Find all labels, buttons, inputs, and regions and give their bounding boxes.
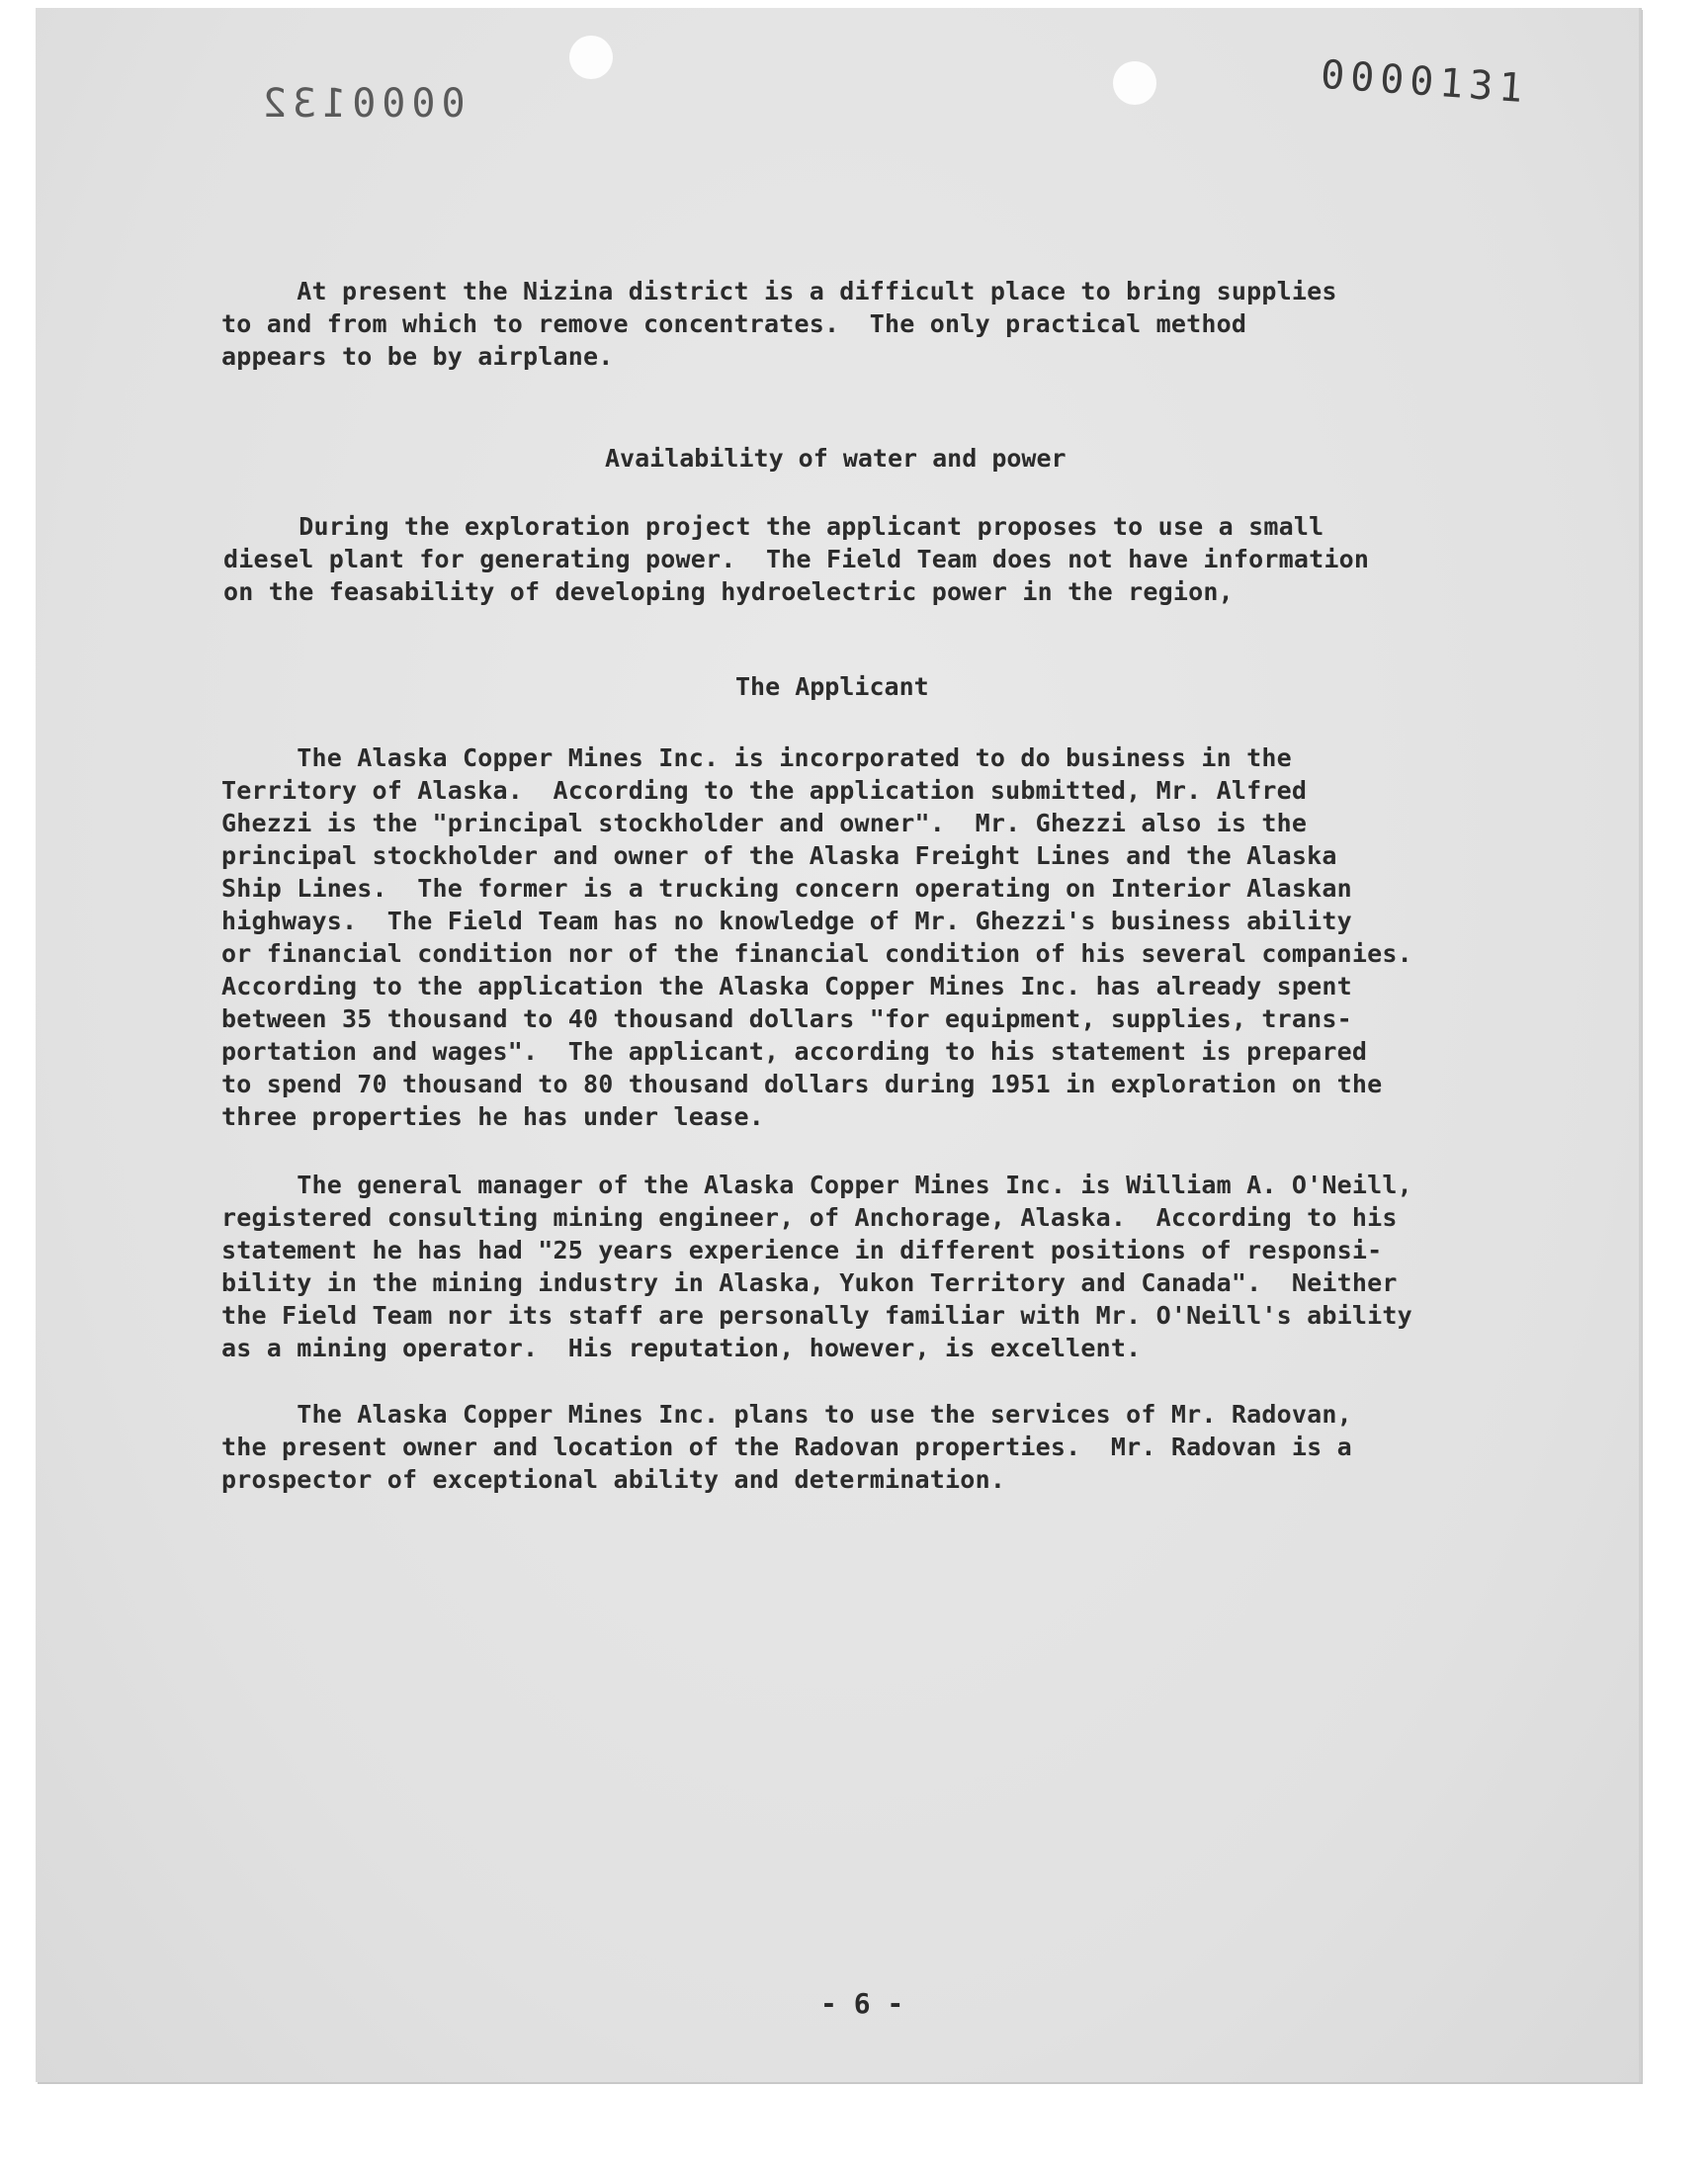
text-line: three properties he has under lease. <box>221 1102 765 1131</box>
text-line: diesel plant for generating power. The Field Team does not have information <box>223 545 1370 573</box>
text-line: appears to be by airplane. <box>221 342 614 371</box>
text-line: During the exploration project the applicant proposes to use a small <box>223 512 1324 541</box>
text-line: the Field Team nor its staff are personally familiar with Mr. O'Neill's ability <box>221 1301 1412 1330</box>
text-line: According to the application the Alaska Copper Mines Inc. has already spent <box>221 972 1352 1000</box>
stamp-number-right: 0000131 <box>1319 51 1530 113</box>
text-line: principal stockholder and owner of the Alaska Freight Lines and the Alaska <box>221 841 1337 870</box>
paragraph-water-power <box>223 510 1538 608</box>
text-line: on the feasability of developing hydroelectric power in the region, <box>223 577 1234 606</box>
paragraph-general-manager <box>221 1169 1536 1364</box>
text-line: portation and wages". The applicant, according to his statement is prepared <box>221 1037 1368 1066</box>
text-line: bility in the mining industry in Alaska, Yukon Territory and Canada". Neither <box>221 1268 1398 1297</box>
text-line: The Alaska Copper Mines Inc. plans to use the services of Mr. Radovan, <box>221 1400 1352 1429</box>
section-heading-applicant: The Applicant <box>735 672 929 701</box>
page-number: - 6 - <box>820 1987 904 2020</box>
text-line: or financial condition nor of the financial condition of his several companies. <box>221 939 1412 968</box>
text-line: The Alaska Copper Mines Inc. is incorporated to do business in the <box>221 743 1292 772</box>
text-line: to spend 70 thousand to 80 thousand dollars during 1951 in exploration on the <box>221 1070 1383 1098</box>
text-line: the present owner and location of the Radovan properties. Mr. Radovan is a <box>221 1433 1352 1461</box>
text-line: statement he has had "25 years experience in different positions of responsi- <box>221 1236 1383 1264</box>
text-line: registered consulting mining engineer, of Anchorage, Alaska. According to his <box>221 1203 1398 1232</box>
paragraph-access <box>221 275 1536 373</box>
paragraph-applicant <box>221 741 1536 1133</box>
text-line: to and from which to remove concentrates. The only practical method <box>221 309 1247 338</box>
section-heading-water-power: Availability of water and power <box>605 444 1067 473</box>
text-line: highways. The Field Team has no knowledge of Mr. Ghezzi's business ability <box>221 907 1352 935</box>
text-line: between 35 thousand to 40 thousand dollars "for equipment, supplies, trans- <box>221 1004 1352 1033</box>
text-line: Ship Lines. The former is a trucking concern operating on Interior Alaskan <box>221 874 1352 903</box>
punch-hole-right <box>1113 61 1156 105</box>
stamp-number-left: 0000132 <box>257 81 466 127</box>
text-line: Ghezzi is the "principal stockholder and owner". Mr. Ghezzi also is the <box>221 809 1308 837</box>
punch-hole-left <box>569 36 613 79</box>
text-line: as a mining operator. His reputation, however, is excellent. <box>221 1334 1142 1362</box>
text-line: prospector of exceptional ability and determination. <box>221 1465 1006 1494</box>
text-line: Territory of Alaska. According to the application submitted, Mr. Alfred <box>221 776 1308 805</box>
text-line: The general manager of the Alaska Copper Mines Inc. is William A. O'Neill, <box>221 1171 1412 1199</box>
text-line: At present the Nizina district is a difficult place to bring supplies <box>221 277 1337 305</box>
paragraph-radovan <box>221 1398 1536 1496</box>
page-edge <box>1639 8 1642 2082</box>
